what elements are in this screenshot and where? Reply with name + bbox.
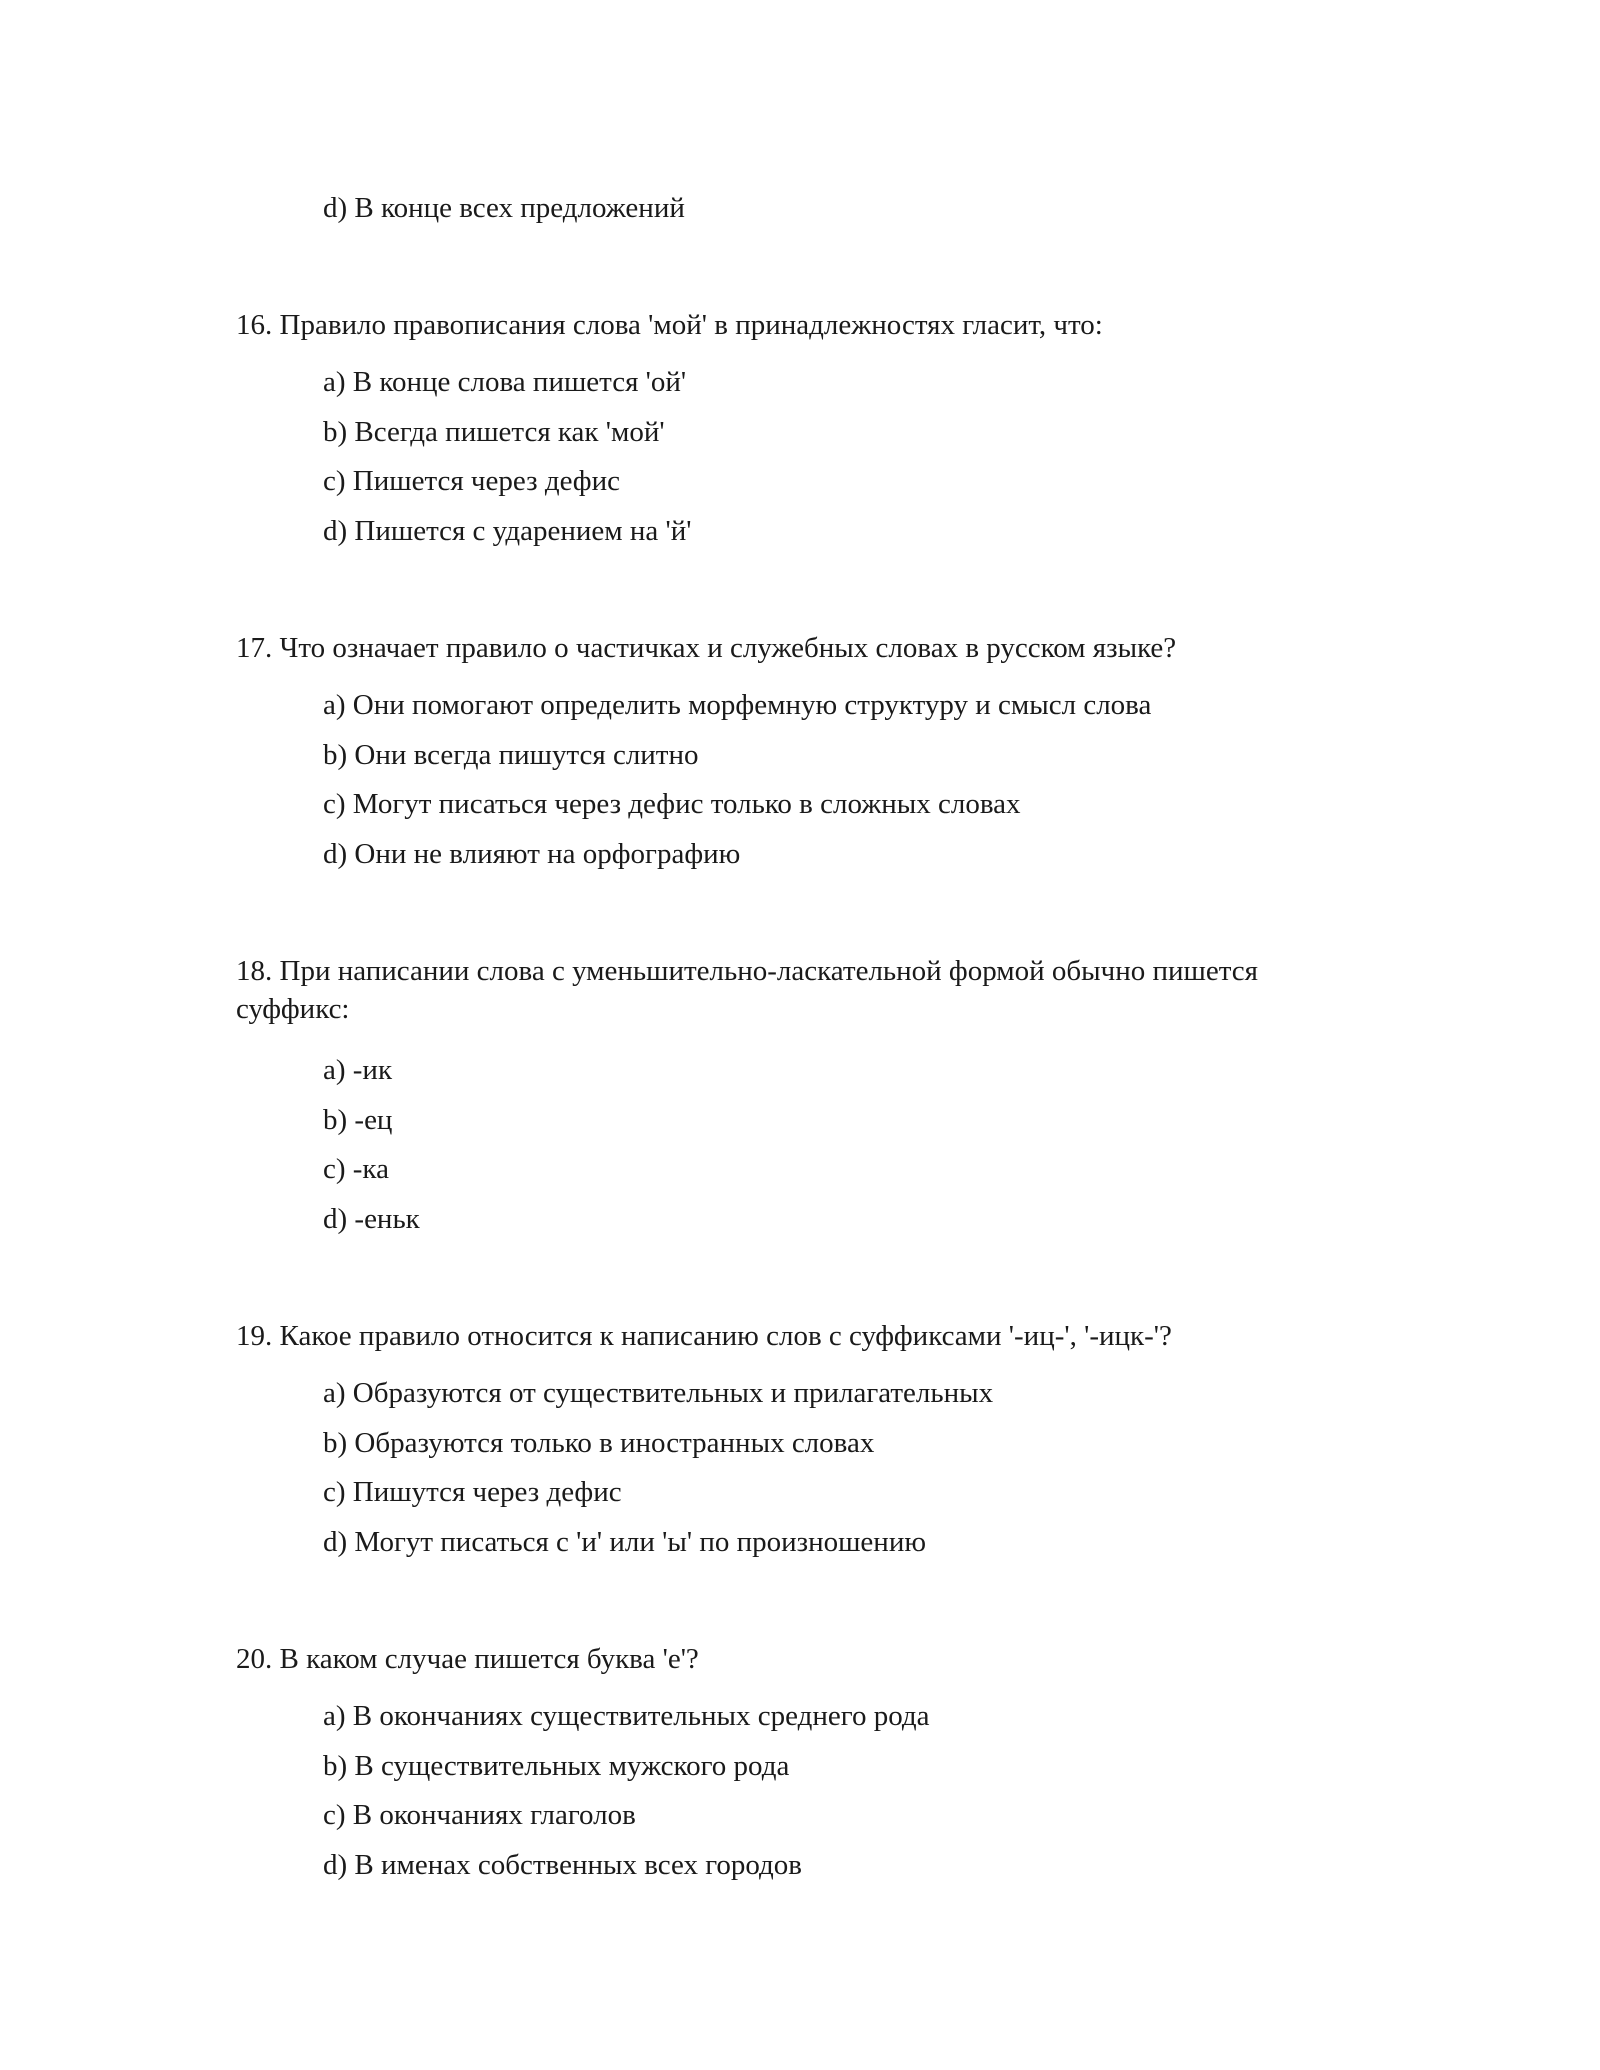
option-20-b: b) В существительных мужского рода — [323, 1750, 790, 1782]
option-20-a: a) В окончаниях существительных среднего рода — [323, 1700, 930, 1732]
option-18-c: c) -ка — [323, 1153, 389, 1185]
question-17: 17. Что означает правило о частичках и служебных словах в русском языке? — [236, 632, 1177, 664]
option-17-d: d) Они не влияют на орфографию — [323, 838, 741, 870]
option-18-a: a) -ик — [323, 1054, 393, 1086]
option-16-c: c) Пишется через дефис — [323, 465, 620, 497]
option-20-d: d) В именах собственных всех городов — [323, 1849, 802, 1881]
option-18-b: b) -ец — [323, 1104, 393, 1136]
option-16-b: b) Всегда пишется как 'мой' — [323, 416, 665, 448]
question-19: 19. Какое правило относится к написанию слов с суффиксами '-иц-', '-ицк-'? — [236, 1320, 1172, 1352]
option-19-c: c) Пишутся через дефис — [323, 1476, 622, 1508]
option-18-d: d) -еньк — [323, 1203, 420, 1235]
option-16-d: d) Пишется с ударением на 'й' — [323, 515, 692, 547]
question-16: 16. Правило правописания слова 'мой' в принадлежностях гласит, что: — [236, 309, 1103, 341]
option-16-a: a) В конце слова пишется 'ой' — [323, 366, 687, 398]
option-17-c: c) Могут писаться через дефис только в сложных словах — [323, 788, 1021, 820]
option-17-a: a) Они помогают определить морфемную структуру и смысл слова — [323, 689, 1152, 721]
option-15-d: d) В конце всех предложений — [323, 192, 685, 224]
question-20: 20. В каком случае пишется буква 'е'? — [236, 1643, 699, 1675]
option-19-a: a) Образуются от существительных и прилагательных — [323, 1377, 994, 1409]
option-19-b: b) Образуются только в иностранных словах — [323, 1427, 875, 1459]
option-17-b: b) Они всегда пишутся слитно — [323, 739, 699, 771]
option-19-d: d) Могут писаться с 'и' или 'ы' по произношению — [323, 1526, 927, 1558]
question-18: 18. При написании слова с уменьшительно-ласкательной формой обычно пишется суффикс: — [236, 955, 1258, 1025]
option-20-c: c) В окончаниях глаголов — [323, 1799, 636, 1831]
